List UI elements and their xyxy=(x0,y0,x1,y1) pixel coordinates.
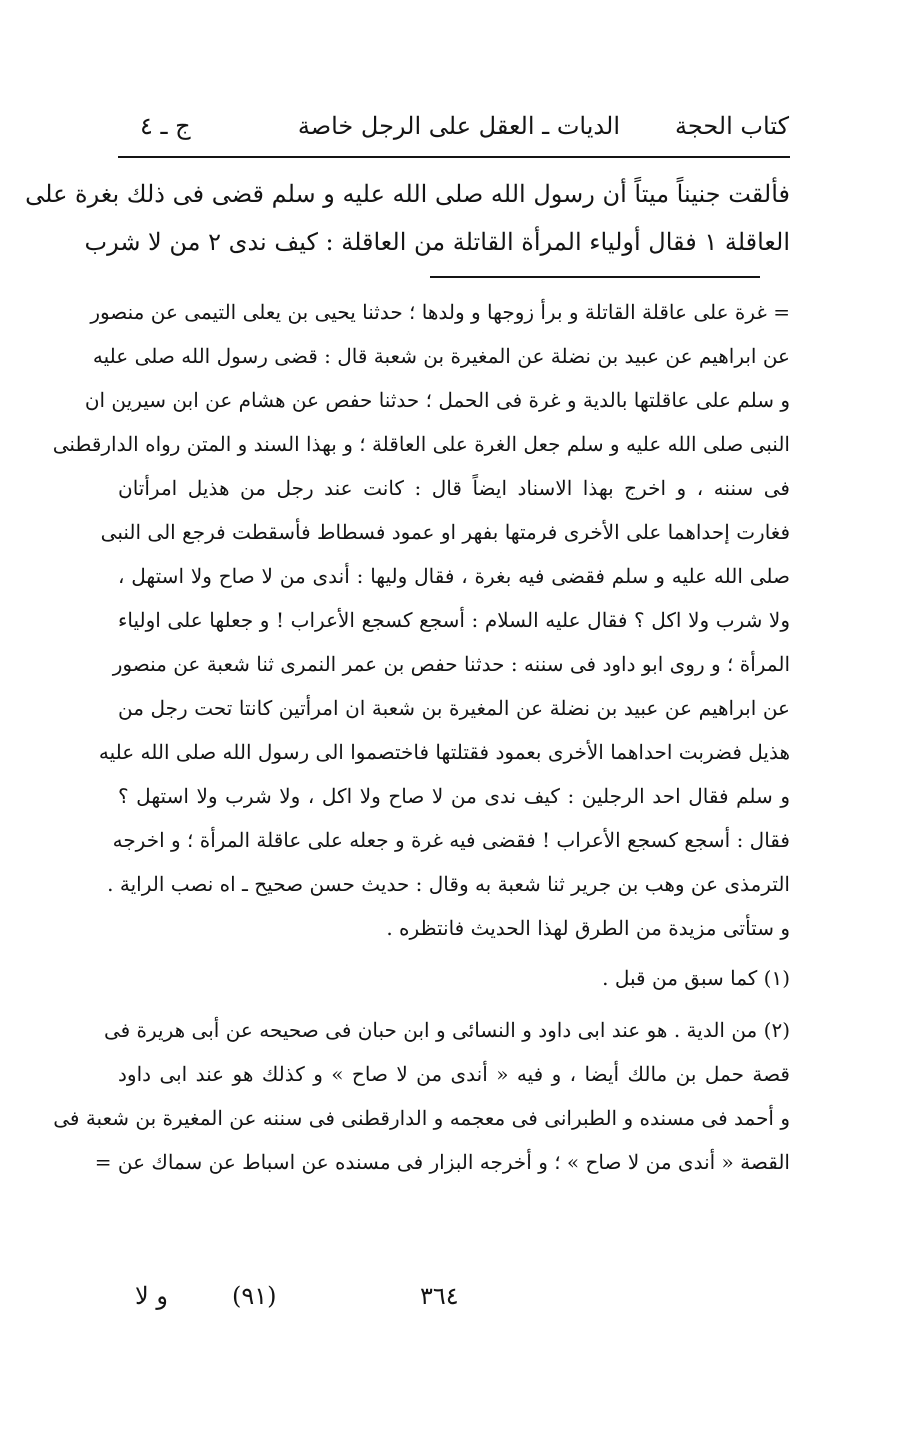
signature-mark: (٩١) xyxy=(232,1282,277,1310)
running-header-volume: ج ـ ٤ xyxy=(140,112,191,140)
note-line: عن ابراهيم عن عبيد بن نضلة عن المغيرة بن شعبة ان امرأتين كانتا تحت رجل من xyxy=(118,696,790,720)
note-line: فقال : أسجع كسجع الأعراب ! فقضى فيه غرة و جعله على عاقلة المرأة ؛ و اخرجه xyxy=(112,828,790,852)
footnote-1: (١) كما سبق من قبل . xyxy=(602,966,790,990)
note-line: و سلم على عاقلتها بالدية و غرة فى الحمل ؛ حدثنا حفص عن هشام عن ابن سيرين ان xyxy=(84,388,790,412)
note-line: هذيل فضربت احداهما الأخرى بعمود فقتلتها فاختصموا الى رسول الله صلى الله عليه xyxy=(98,740,790,764)
footnote-2-line: و أحمد فى مسنده و الطبرانى فى معجمه و الدارقطنى فى سننه عن المغيرة بن شعبة فى xyxy=(53,1106,790,1130)
note-line: ولا شرب ولا اكل ؟ فقال عليه السلام : أسجع كسجع الأعراب ! و جعلها على اولياء xyxy=(118,608,790,632)
running-header-book: كتاب الحجة xyxy=(674,112,789,140)
note-line: فى سننه ، و اخرج بهذا الاسناد ايضاً قال : كانت عند رجل من هذيل امرأتان xyxy=(118,476,790,500)
footnote-2-line: قصة حمل بن مالك أيضا ، و فيه « أندى من لا صاح » و كذلك هو عند ابى داود xyxy=(118,1062,790,1086)
note-line: الترمذى عن وهب بن جرير ثنا شعبة به وقال : حديث حسن صحيح ـ اه نصب الراية . xyxy=(107,872,790,896)
note-line: و ستأتى مزيدة من الطرق لهذا الحديث فانتظره . xyxy=(386,916,790,940)
header-rule xyxy=(118,156,790,158)
main-text-line: فألقت جنيناً ميتاً أن رسول الله صلى الله عليه و سلم قضى فى ذلك بغرة على xyxy=(25,180,790,208)
note-line: عن ابراهيم عن عبيد بن نضلة عن المغيرة بن شعبة قال : قضى رسول الله صلى عليه xyxy=(92,344,790,368)
running-header-title: الديات ـ العقل على الرجل خاصة xyxy=(297,112,620,140)
note-line: فغارت إحداهما على الأخرى فرمتها بفهر او عمود فسطاط فأسقطت فرجع الى النبى xyxy=(100,520,790,544)
note-line: النبى صلى الله عليه و سلم جعل الغرة على العاقلة ؛ و بهذا السند و المتن رواه الدارقطنى xyxy=(52,432,790,456)
footnote-separator xyxy=(430,276,760,278)
footnote-2-line: (٢) من الدية . هو عند ابى داود و النسائى و ابن حبان فى صحيحه عن أبى هريرة فى xyxy=(103,1018,790,1042)
footnote-2-line: القصة « أندى من لا صاح » ؛ و أخرجه البزار فى مسنده عن اسباط عن سماك عن = xyxy=(94,1150,790,1174)
catchword: و لا xyxy=(135,1282,168,1310)
page-number: ٣٦٤ xyxy=(420,1282,459,1310)
note-line: المرأة ؛ و روى ابو داود فى سننه : حدثنا حفص بن عمر النمرى ثنا شعبة عن منصور xyxy=(112,652,790,676)
note-line: و سلم فقال احد الرجلين : كيف ندى من لا صاح ولا اكل ، ولا شرب ولا استهل ؟ xyxy=(118,784,790,808)
note-line: = غرة على عاقلة القاتلة و برأ زوجها و ولدها ؛ حدثنا يحيى بن يعلى التيمى عن منصور xyxy=(90,300,790,324)
note-line: صلى الله عليه و سلم فقضى فيه بغرة ، فقال وليها : أندى من لا صاح ولا استهل ، xyxy=(118,564,790,588)
main-text-line: العاقلة ١ فقال أولياء المرأة القاتلة من العاقلة : كيف ندى ٢ من لا شرب xyxy=(84,228,790,256)
